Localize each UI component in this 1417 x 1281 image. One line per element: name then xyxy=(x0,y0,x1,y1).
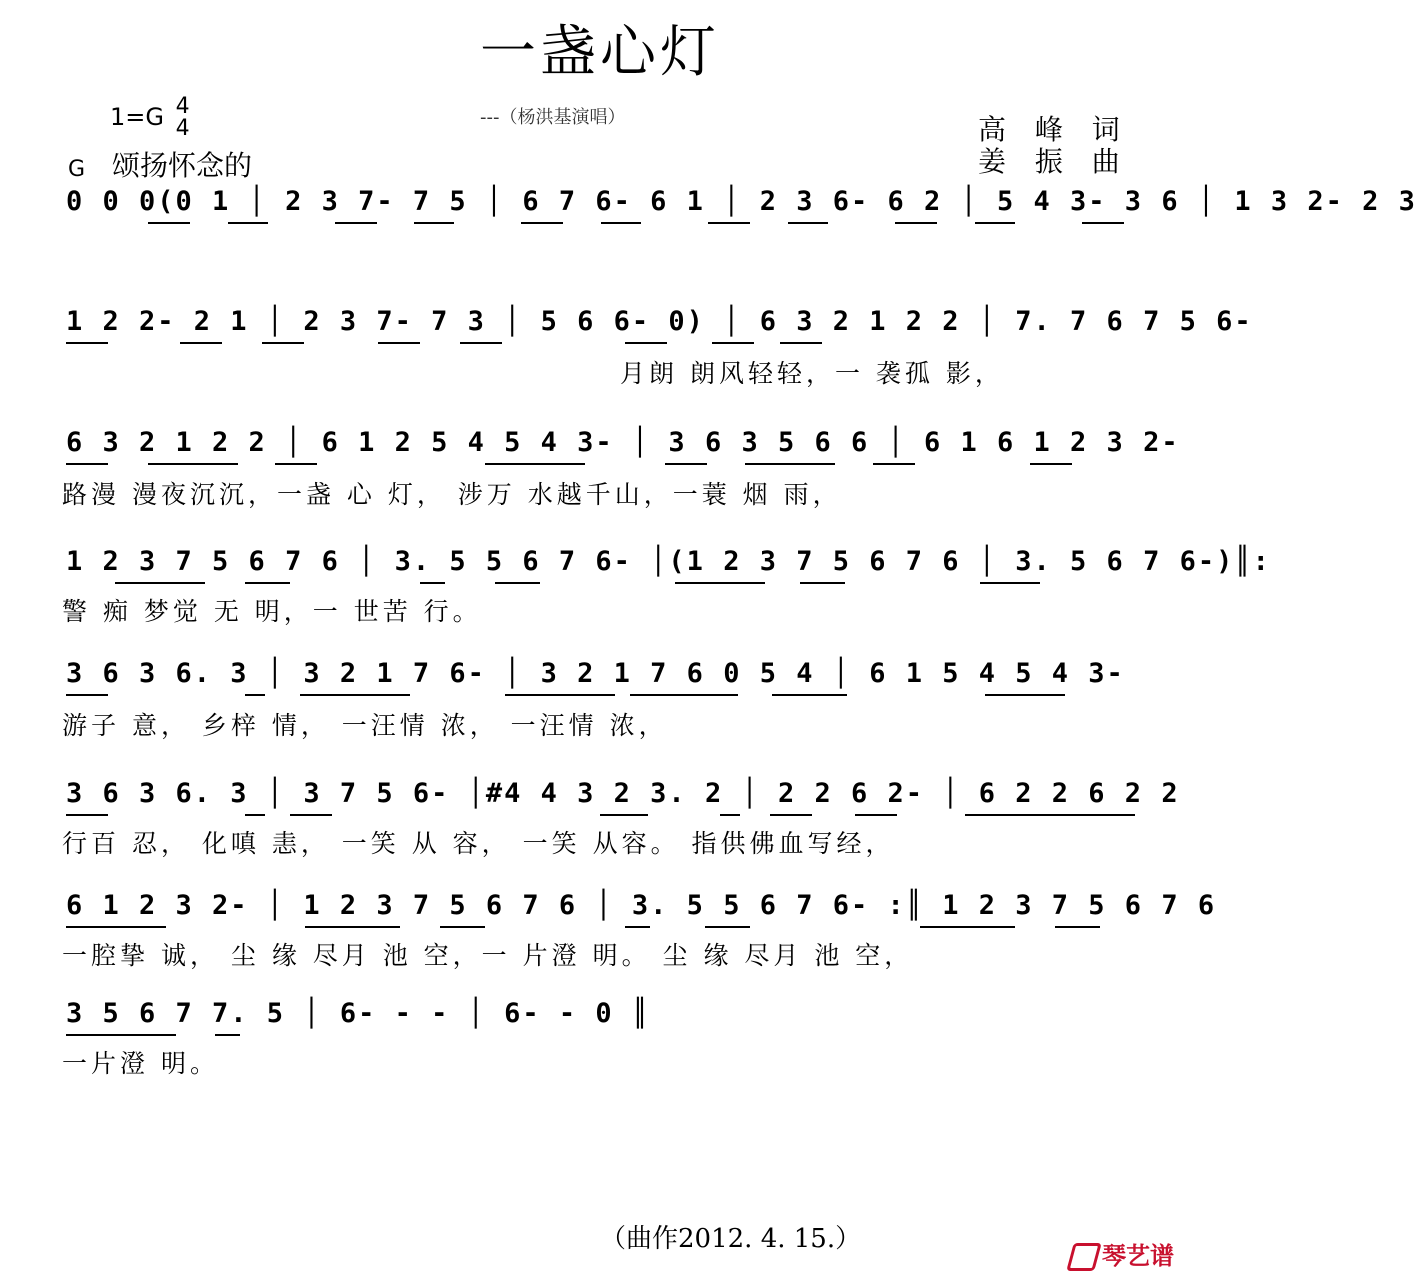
composition-date: （曲作2012. 4. 15.） xyxy=(600,1224,862,1254)
notes-line-4: 1 2 3 7 5 6 7 6 │ 3. 5 5 6 7 6- │(1 2 3 7 5 6 7 6 │ 3. 5 6 7 6-)║: xyxy=(66,546,1271,577)
lyric-line-3: 路漫 漫夜沉沉，一盏 心 灯， 涉万 水越千山，一蓑 烟 雨， xyxy=(62,480,842,509)
key-signature xyxy=(110,96,190,140)
notes-line-7: 6 1 2 3 2- │ 1 2 3 7 5 6 7 6 │ 3. 5 5 6 7 6- :║ 1 2 3 7 5 6 7 6 xyxy=(66,890,1217,921)
notes-line-8: 3 5 6 7 7. 5 │ 6- - - │ 6- - 0 ║ xyxy=(66,998,651,1029)
time-bottom: 4 xyxy=(175,116,190,141)
time-top: 4 xyxy=(175,94,190,119)
lyric-line-4: 警 痴 梦觉 无 明，一 世苦 行。 xyxy=(62,597,482,626)
key-label: 1=G xyxy=(110,103,164,131)
lyricist-credit: 高 峰 词 xyxy=(978,113,1130,146)
site-logo xyxy=(1070,1236,1174,1271)
logo-icon xyxy=(1066,1243,1102,1271)
chord-label: G xyxy=(68,157,86,182)
lyric-line-2: 月朗 朗风轻轻，一 袭孤 影， xyxy=(620,359,1004,388)
singer-credit: ---（杨洪基演唱） xyxy=(480,107,626,128)
lyric-line-8: 一片澄 明。 xyxy=(62,1049,219,1078)
notes-line-1: 0 0 0(0 1 │ 2 3 7- 7 5 │ 6 7 6- 6 1 │ 2 3 6- 6 2 │ 5 4 3- 3 6 │ 1 3 2- 2 3 xyxy=(66,186,1417,217)
notes-line-3: 6 3 2 1 2 2 │ 6 1 2 5 4 5 4 3- │ 3 6 3 5 6 6 │ 6 1 6 1 2 3 2- xyxy=(66,427,1180,458)
mood-marking: 颂扬怀念的 xyxy=(112,149,253,182)
time-signature xyxy=(176,96,190,140)
notes-line-5: 3 6 3 6. 3 │ 3 2 1 7 6- │ 3 2 1 7 6 0 5 4 │ 6 1 5 4 5 4 3- xyxy=(66,658,1125,689)
lyric-line-6: 行百 忍， 化嗔 恚， 一笑 从 容， 一笑 从容。 指供佛血写经， xyxy=(62,829,895,858)
logo-text: 琴艺谱 xyxy=(1102,1242,1174,1270)
song-title: 一盏心灯 xyxy=(480,20,720,85)
notes-line-2: 1 2 2- 2 1 │ 2 3 7- 7 3 │ 5 6 6- 0) │ 6 3 2 1 2 2 │ 7. 7 6 7 5 6- xyxy=(66,306,1253,337)
lyric-line-5: 游子 意， 乡梓 情， 一汪情 浓， 一汪情 浓， xyxy=(62,711,668,740)
notes-line-6: 3 6 3 6. 3 │ 3 7 5 6- │#4 4 3 2 3. 2 │ 2 2 6 2- │ 6 2 2 6 2 2 xyxy=(66,778,1180,809)
composer-credit: 姜 振 曲 xyxy=(978,145,1130,178)
lyric-line-7: 一腔挚 诚， 尘 缘 尽月 池 空，一 片澄 明。 尘 缘 尽月 池 空， xyxy=(62,941,914,970)
